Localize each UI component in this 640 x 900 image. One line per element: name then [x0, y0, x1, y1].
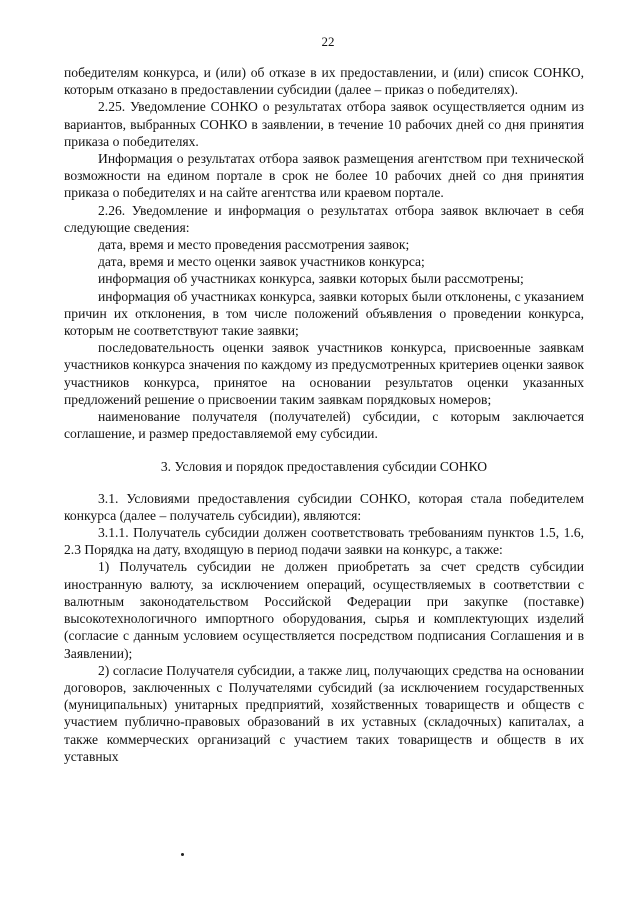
paragraph: победителям конкурса, и (или) об отказе в их предоставлении, и (или) список СОНКО, которым отказано в предоставлении субсидии (далее – приказ о победителях). [64, 65, 584, 98]
paragraph: Информация о результатах отбора заявок размещения агентством при технической возможности на едином портале в срок не более 10 рабочих дней со дня принятия приказа о победителях и на сайте агентства или краевом портале. [64, 151, 584, 201]
paragraph: 3.1.1. Получатель субсидии должен соответствовать требованиям пунктов 1.5, 1.6, 2.3 Порядка на дату, входящую в период подачи заявки на конкурс, а также: [64, 525, 584, 558]
section-title: 3. Условия и порядок предоставления субсидии СОНКО [160, 459, 488, 475]
paragraph: 3.1. Условиями предоставления субсидии СОНКО, которая стала победителем конкурса (далее – получатель субсидии), являются: [64, 490, 584, 523]
paragraph: 2.26. Уведомление и информация о результатах отбора заявок включает в себя следующие сведения: [64, 202, 584, 235]
list-item: 1) Получатель субсидии не должен приобретать за счет средств субсидии иностранную валюту, за исключением операций, осуществляемых в соответствии с валютным законодательством Российской Федерации при закупке (поставке) высокотехнологичного импортного оборудования, сырья и комплектующих изделий (согласие с данным условием осуществляется посредством подписания Соглашения и в Заявлении); [64, 559, 584, 661]
list-item: последовательность оценки заявок участников конкурса, присвоенные заявкам участников конкурса значения по каждому из предусмотренных критериев оценки заявок участников конкурса, принятое на основании результатов оценки указанных предложений решение о присвоении таким заявкам порядковых номеров; [64, 340, 584, 407]
list-item: дата, время и место оценки заявок участников конкурса; [98, 254, 425, 270]
list-item: информация об участниках конкурса, заявки которых были отклонены, с указанием причин их отклонения, в том числе положений объявления о проведении конкурса, которым не соответствуют такие заявки; [64, 288, 584, 339]
paragraph: 2.25. Уведомление СОНКО о результатах отбора заявок осуществляется одним из вариантов, выбранных СОНКО в заявлении, в течение 10 рабочих дней со дня принятия приказа о победителях. [64, 99, 584, 149]
scan-speck [181, 853, 184, 856]
list-item: дата, время и место проведения рассмотрения заявок; [98, 237, 410, 253]
list-item: наименование получателя (получателей) субсидии, с которым заключается соглашение, и размер предоставляемой ему субсидии. [64, 409, 584, 442]
list-item: информация об участниках конкурса, заявки которых были рассмотрены; [98, 271, 524, 287]
list-item: 2) согласие Получателя субсидии, а также лиц, получающих средства на основании договоров, заключенных с Получателями субсидий (за исключением государственных (муниципальных) унитарных предприятий, хозяйственных товариществ и обществ с участием публично-правовых образований в их уставных (складочных) капиталах, а также коммерческих организаций с участием таких товариществ и обществ в их уставных [64, 662, 584, 764]
page-number: 22 [321, 34, 335, 49]
